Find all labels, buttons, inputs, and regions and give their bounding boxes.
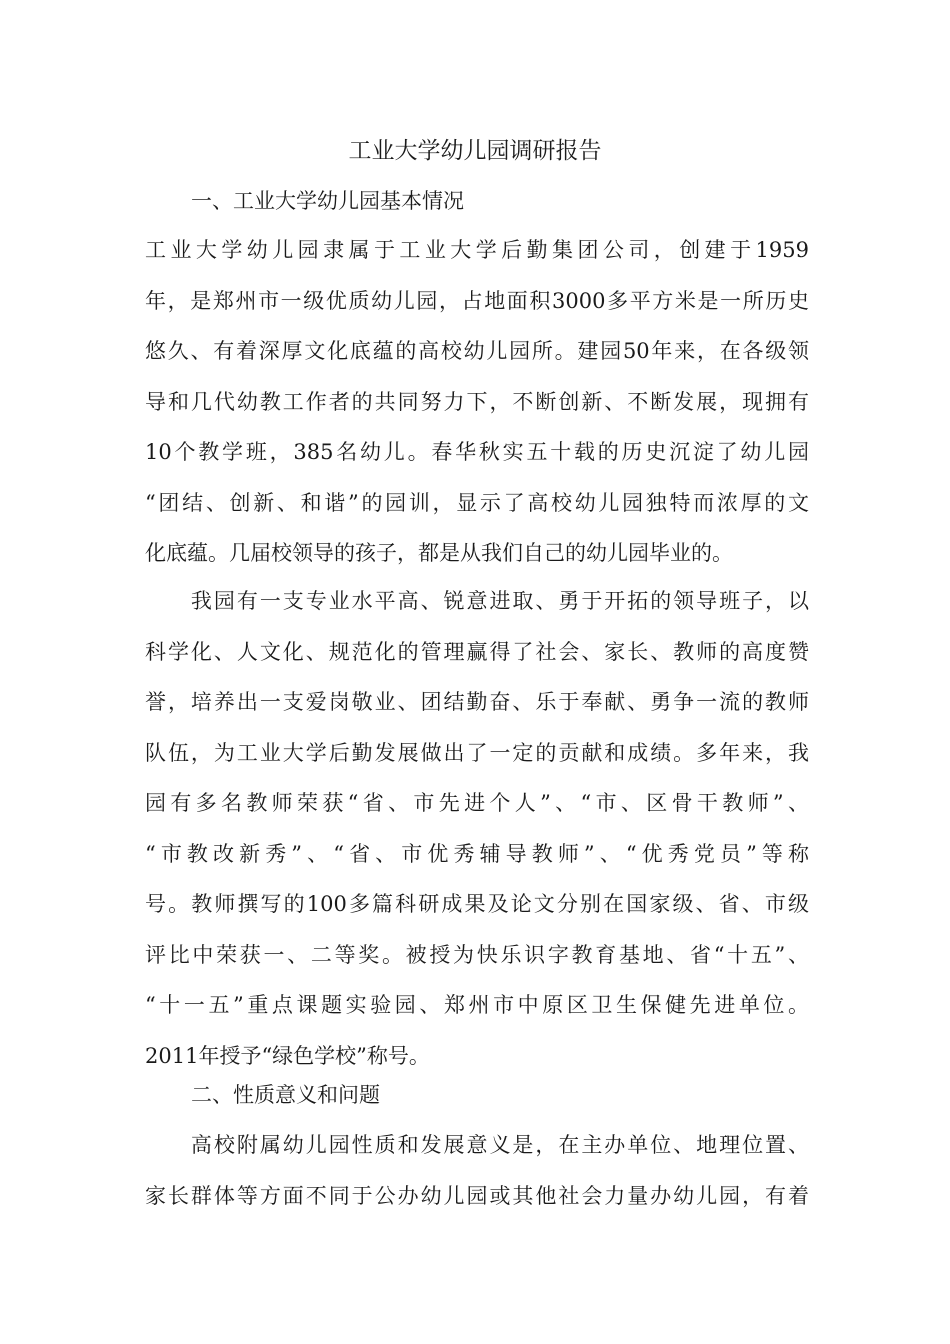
paragraph-line: 悠久、有着深厚文化底蕴的高校幼儿园所。建园50年来，在各级领 <box>145 339 809 363</box>
paragraph-line: 誉，培养出一支爱岗敬业、团结勤奋、乐于奉献、勇争一流的教师 <box>145 690 809 714</box>
section-heading-1: 一、工业大学幼儿园基本情况 <box>191 189 464 213</box>
paragraph-1 <box>145 225 809 579</box>
paragraph-line: 号。教师撰写的100多篇科研成果及论文分别在国家级、省、市级 <box>145 892 809 916</box>
paragraph-line: 工业大学幼儿园隶属于工业大学后勤集团公司，创建于1959 <box>145 238 809 262</box>
paragraph-line: 园有多名教师荣获“省、市先进个人”、“市、区骨干教师”、 <box>145 791 809 815</box>
document-title: 工业大学幼儿园调研报告 <box>348 138 602 164</box>
paragraph-line: 化底蕴。几届校领导的孩子，都是从我们自己的幼儿园毕业的。 <box>145 541 733 565</box>
paragraph-line: “市教改新秀”、“省、市优秀辅导教师”、“优秀党员”等称 <box>145 841 809 866</box>
paragraph-line: 科学化、人文化、规范化的管理赢得了社会、家长、教师的高度赞 <box>145 639 809 664</box>
section-heading-2: 二、性质意义和问题 <box>191 1083 380 1107</box>
paragraph-line: 10个教学班，385名幼儿。春华秋实五十载的历史沉淀了幼儿园 <box>145 440 809 464</box>
paragraph-line: 家长群体等方面不同于公办幼儿园或其他社会力量办幼儿园，有着 <box>145 1183 809 1208</box>
paragraph-line: “十一五”重点课题实验园、郑州市中原区卫生保健先进单位。 <box>145 993 809 1017</box>
paragraph-line: 年，是郑州市一级优质幼儿园，占地面积3000多平方米是一所历史 <box>145 288 809 313</box>
paragraph-line: 导和几代幼教工作者的共同努力下，不断创新、不断发展，现拥有 <box>145 389 809 414</box>
paragraph-line: 我园有一支专业水平高、锐意进取、勇于开拓的领导班子，以 <box>145 589 809 613</box>
paragraph-line: “团结、创新、和谐”的园训，显示了高校幼儿园独特而浓厚的文 <box>145 490 809 515</box>
paragraph-line: 评比中荣获一、二等奖。被授为快乐识字教育基地、省“十五”、 <box>145 942 809 967</box>
paragraph-2 <box>145 576 809 1081</box>
paragraph-line: 2011年授予“绿色学校”称号。 <box>145 1043 430 1068</box>
paragraph-line: 队伍，为工业大学后勤发展做出了一定的贡献和成绩。多年来，我 <box>145 740 809 765</box>
paragraph-3 <box>145 1120 809 1221</box>
paragraph-line: 高校附属幼儿园性质和发展意义是，在主办单位、地理位置、 <box>145 1133 809 1157</box>
